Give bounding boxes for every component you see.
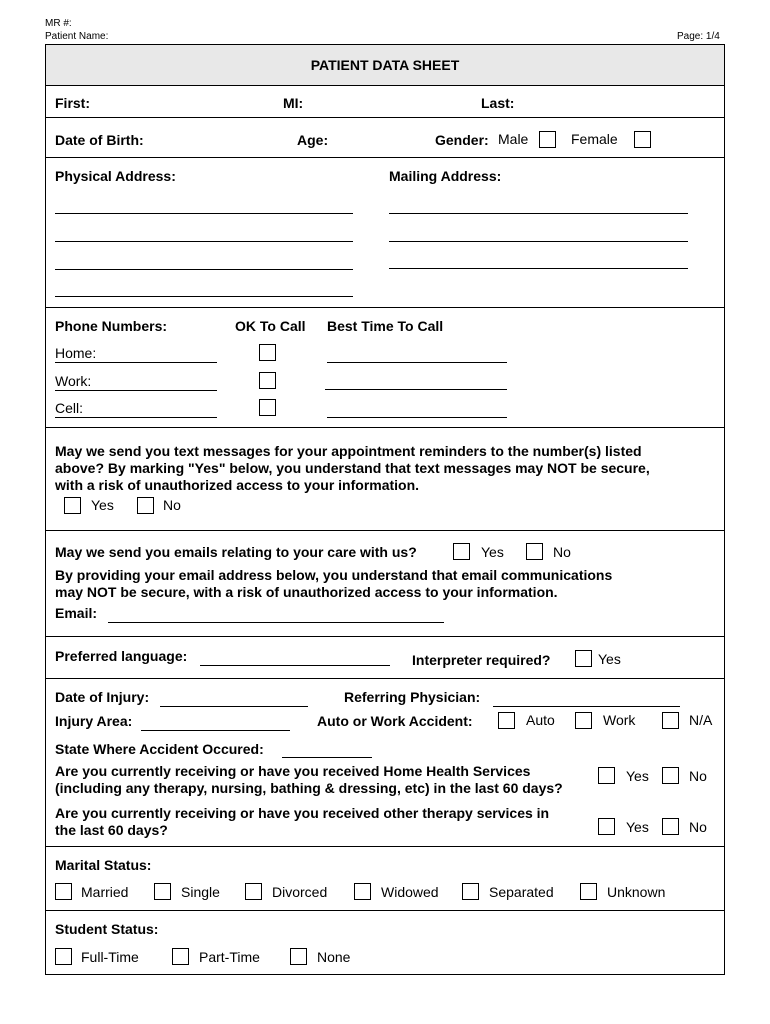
first-name-label: First: [55,95,90,111]
student-none-label: None [317,949,351,965]
divider [45,678,724,679]
best-time-label: Best Time To Call [327,318,444,334]
divider [45,157,724,158]
physical-address-label: Physical Address: [55,168,176,184]
divider [45,530,724,531]
text-no-label: No [163,497,181,513]
dob-label: Date of Birth: [55,132,144,148]
home-phone-field[interactable] [55,362,217,363]
email-consent-question: May we send you emails relating to your care with us? [55,544,417,560]
phone-numbers-label: Phone Numbers: [55,318,168,334]
marital-unknown-checkbox[interactable] [580,883,597,900]
email-field[interactable] [108,622,444,623]
physical-address-line-1[interactable] [55,213,353,214]
gender-male-label: Male [498,131,529,147]
other-therapy-no-checkbox[interactable] [662,818,679,835]
interpreter-yes-label: Yes [598,651,621,667]
marital-married-checkbox[interactable] [55,883,72,900]
student-fulltime-label: Full-Time [81,949,139,965]
marital-widowed-label: Widowed [381,884,439,900]
email-no-checkbox[interactable] [526,543,543,560]
last-name-label: Last: [481,95,515,111]
other-therapy-question-1: Are you currently receiving or have you received other therapy services in [55,805,550,821]
accident-auto-checkbox[interactable] [498,712,515,729]
home-health-yes-label: Yes [626,768,649,784]
ok-to-call-label: OK To Call [235,318,306,334]
divider [45,910,724,911]
work-phone-label: Work: [55,373,92,389]
mailing-address-line-1[interactable] [389,213,688,214]
text-consent-line-2: above? By marking "Yes" below, you understand that text messages may NOT be secure, [55,460,650,476]
email-yes-checkbox[interactable] [453,543,470,560]
marital-widowed-checkbox[interactable] [354,883,371,900]
marital-status-label: Marital Status: [55,857,152,873]
divider [45,427,724,428]
divider [45,636,724,637]
physical-address-line-2[interactable] [55,241,353,242]
cell-phone-field[interactable] [55,417,217,418]
home-health-yes-checkbox[interactable] [598,767,615,784]
student-none-checkbox[interactable] [290,948,307,965]
marital-married-label: Married [81,884,129,900]
accident-state-field[interactable] [282,757,372,758]
student-status-label: Student Status: [55,921,159,937]
gender-female-label: Female [571,131,618,147]
home-best-time-field[interactable] [327,362,507,363]
marital-unknown-label: Unknown [607,884,666,900]
marital-separated-label: Separated [489,884,554,900]
email-consent-line-2: By providing your email address below, you understand that email communications [55,567,613,583]
physical-address-line-4[interactable] [55,296,353,297]
student-fulltime-checkbox[interactable] [55,948,72,965]
text-consent-line-3: with a risk of unauthorized access to your information. [55,477,420,493]
home-health-question-1: Are you currently receiving or have you received Home Health Services [55,763,531,779]
gender-male-checkbox[interactable] [539,131,556,148]
email-consent-line-3: may NOT be secure, with a risk of unauthorized access to your information. [55,584,558,600]
student-parttime-checkbox[interactable] [172,948,189,965]
physical-address-line-3[interactable] [55,269,353,270]
email-label: Email: [55,605,98,621]
text-consent-line-1: May we send you text messages for your appointment reminders to the number(s) listed [55,443,642,459]
divider [45,117,724,118]
gender-female-checkbox[interactable] [634,131,651,148]
home-phone-label: Home: [55,345,97,361]
other-therapy-question-2: the last 60 days? [55,822,168,838]
marital-single-label: Single [181,884,220,900]
interpreter-required-label: Interpreter required? [412,652,551,668]
preferred-language-field[interactable] [200,665,390,666]
mailing-address-label: Mailing Address: [389,168,502,184]
date-of-injury-label: Date of Injury: [55,689,150,705]
work-ok-to-call-checkbox[interactable] [259,372,276,389]
text-yes-checkbox[interactable] [64,497,81,514]
divider [45,307,724,308]
text-yes-label: Yes [91,497,114,513]
accident-type-label: Auto or Work Accident: [317,713,473,729]
email-yes-label: Yes [481,544,504,560]
age-label: Age: [297,132,329,148]
accident-na-checkbox[interactable] [662,712,679,729]
other-therapy-yes-checkbox[interactable] [598,818,615,835]
accident-work-label: Work [603,712,636,728]
middle-initial-label: MI: [283,95,304,111]
work-phone-field[interactable] [55,390,217,391]
accident-auto-label: Auto [526,712,555,728]
home-ok-to-call-checkbox[interactable] [259,344,276,361]
accident-state-label: State Where Accident Occured: [55,741,264,757]
other-therapy-yes-label: Yes [626,819,649,835]
home-health-no-checkbox[interactable] [662,767,679,784]
interpreter-yes-checkbox[interactable] [575,650,592,667]
preferred-language-label: Preferred language: [55,648,188,664]
marital-single-checkbox[interactable] [154,883,171,900]
work-best-time-field[interactable] [325,389,507,390]
page-number: Page: 1/4 [677,31,720,42]
home-health-no-label: No [689,768,707,784]
text-no-checkbox[interactable] [137,497,154,514]
date-of-injury-field[interactable] [160,706,308,707]
accident-na-label: N/A [689,712,713,728]
cell-ok-to-call-checkbox[interactable] [259,399,276,416]
referring-physician-label: Referring Physician: [344,689,481,705]
home-health-question-2: (including any therapy, nursing, bathing & dressing, etc) in the last 60 days? [55,780,563,796]
cell-phone-label: Cell: [55,400,84,416]
marital-divorced-label: Divorced [272,884,328,900]
gender-label: Gender: [435,132,489,148]
marital-divorced-checkbox[interactable] [245,883,262,900]
marital-separated-checkbox[interactable] [462,883,479,900]
patient-name-label: Patient Name: [45,31,109,42]
mailing-address-line-2[interactable] [389,241,688,242]
page-title: PATIENT DATA SHEET [310,57,460,73]
mailing-address-line-3[interactable] [389,268,688,269]
other-therapy-no-label: No [689,819,707,835]
accident-work-checkbox[interactable] [575,712,592,729]
referring-physician-field[interactable] [493,706,680,707]
cell-best-time-field[interactable] [327,417,507,418]
email-no-label: No [553,544,571,560]
student-parttime-label: Part-Time [199,949,260,965]
injury-area-label: Injury Area: [55,713,133,729]
mr-number-label: MR #: [45,18,72,29]
divider [45,846,724,847]
injury-area-field[interactable] [141,730,290,731]
